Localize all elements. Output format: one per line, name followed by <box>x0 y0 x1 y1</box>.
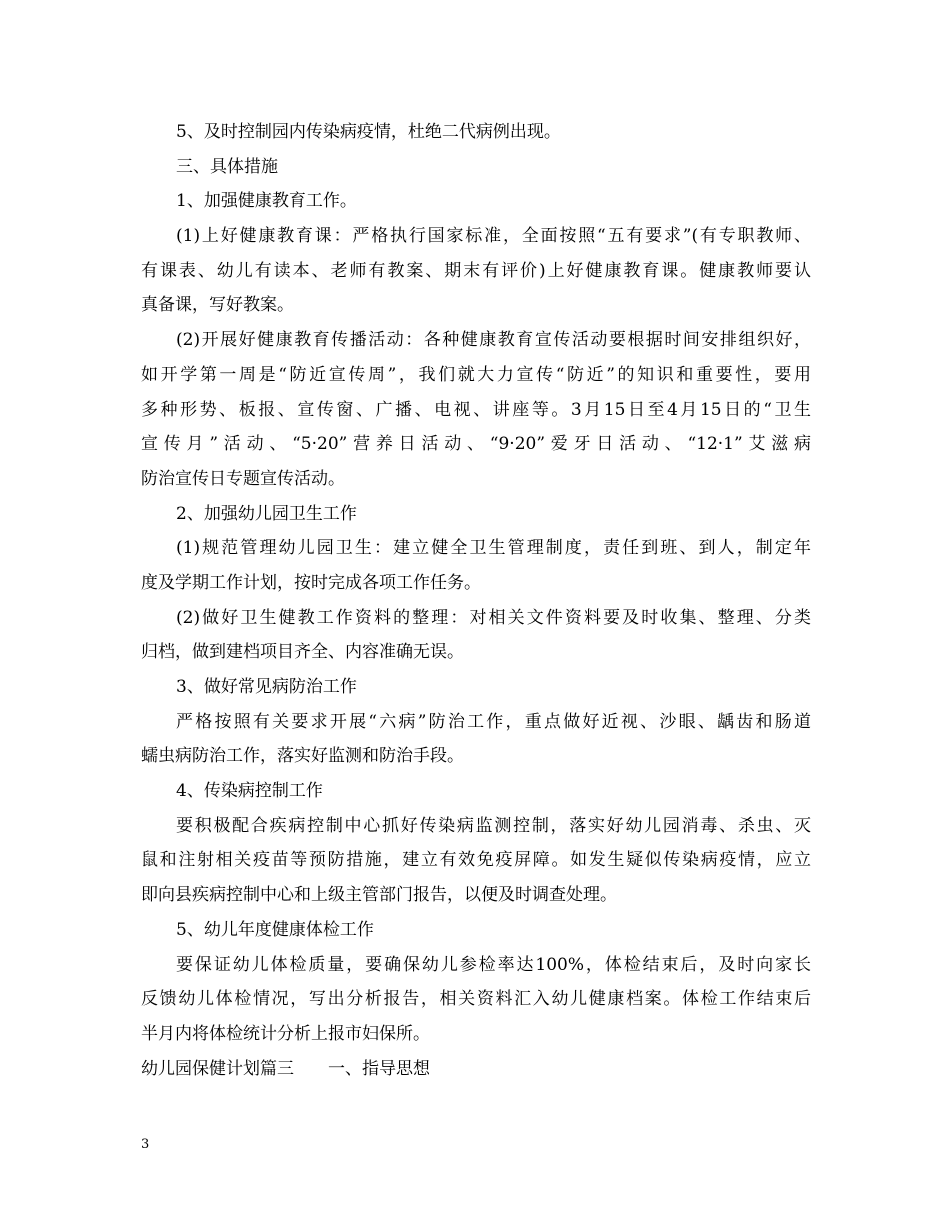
text-line: 度及学期工作计划，按时完成各项工作任务。 <box>141 572 481 593</box>
text-line: 三、具体措施 <box>176 156 278 177</box>
text-line: 有课表、幼儿有读本、老师有教案、期末有评价)上好健康教育课。健康教师要认 <box>141 260 811 281</box>
text-line: 严格按照有关要求开展“六病”防治工作，重点做好近视、沙眼、龋齿和肠道 <box>176 711 811 732</box>
text-line: 真备课，写好教案。 <box>141 295 294 316</box>
text-line: 要积极配合疾病控制中心抓好传染病监测控制，落实好幼儿园消毒、杀虫、灭 <box>176 815 811 836</box>
text-line: (2)做好卫生健教工作资料的整理：对相关文件资料要及时收集、整理、分类 <box>176 607 811 628</box>
text-line: 5、幼儿年度健康体检工作 <box>176 919 374 940</box>
text-line: 即向县疾病控制中心和上级主管部门报告，以便及时调查处理。 <box>141 885 617 906</box>
text-line: 宣传月”活动、“5·20”营养日活动、“9·20”爱牙日活动、“12·1”艾滋病 <box>141 434 811 455</box>
text-line: 归档，做到建档项目齐全、内容准确无误。 <box>141 642 464 663</box>
text-line: 如开学第一周是“防近宣传周”，我们就大力宣传“防近”的知识和重要性，要用 <box>141 364 811 385</box>
text-line: 3、做好常见病防治工作 <box>176 677 357 697</box>
text-line: 鼠和注射相关疫苗等预防措施，建立有效免疫屏障。如发生疑似传染病疫情，应立 <box>141 850 811 871</box>
document-body <box>141 115 811 1086</box>
text-line: (2)开展好健康教育传播活动：各种健康教育宣传活动要根据时间安排组织好， <box>176 330 811 351</box>
text-line: 防治宣传日专题宣传活动。 <box>141 468 345 489</box>
text-line: 1、加强健康教育工作。 <box>176 191 357 212</box>
text-line: 多种形势、板报、宣传窗、广播、电视、讲座等。3月15日至4月15日的“卫生 <box>141 399 811 420</box>
text-line: 4、传染病控制工作 <box>176 781 323 802</box>
text-line: 幼儿园保健计划篇三 一、指导思想 <box>141 1058 430 1079</box>
text-line: 反馈幼儿体检情况，写出分析报告，相关资料汇入幼儿健康档案。体检工作结束后 <box>141 989 811 1010</box>
text-line: 蠕虫病防治工作，落实好监测和防治手段。 <box>141 746 464 767</box>
text-line: 5、及时控制园内传染病疫情，杜绝二代病例出现。 <box>176 122 561 142</box>
page-number: 3 <box>141 1137 150 1152</box>
text-line: 半月内将体检统计分析上报市妇保所。 <box>141 1023 430 1044</box>
text-line: 要保证幼儿体检质量，要确保幼儿参检率达100%，体检结束后，及时向家长 <box>176 954 811 975</box>
text-line: 2、加强幼儿园卫生工作 <box>176 503 357 524</box>
text-line: (1)上好健康教育课：严格执行国家标准，全面按照“五有要求”(有专职教师、 <box>176 226 811 247</box>
text-line: (1)规范管理幼儿园卫生：建立健全卫生管理制度，责任到班、到人，制定年 <box>176 538 811 559</box>
